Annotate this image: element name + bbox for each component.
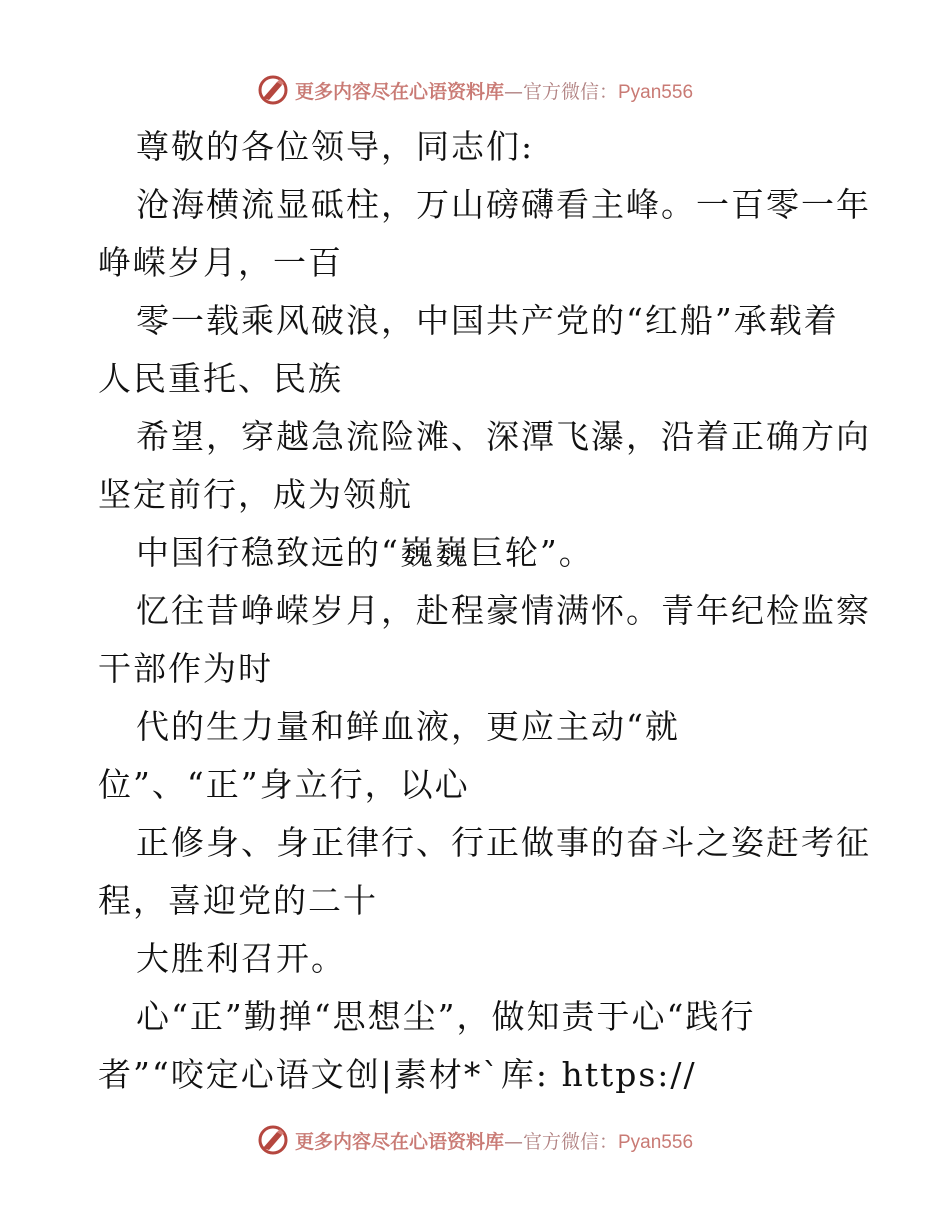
text-line: 人民重托、民族 [98, 359, 343, 398]
text-line: 忆往昔峥嵘岁月，赴程豪情满怀。青年纪检监察 [136, 591, 871, 630]
text-line: 坚定前行，成为领航 [98, 475, 413, 514]
text-line: 程，喜迎党的二十 [98, 881, 378, 920]
banner-wechat-id: Pyan556 [618, 81, 694, 103]
text-line: 零一载乘风破浪，中国共产党的“红船”承载着 [136, 301, 839, 340]
text-line: 希望，穿越急流险滩、深潭飞瀑，沿着正确方向 [136, 417, 871, 456]
banner-wechat-label: 官方微信： [522, 1130, 618, 1153]
banner-wechat-label: 官方微信： [522, 80, 618, 103]
footer-banner-inner [257, 1124, 693, 1156]
text-line: 心“正”勤掸“思想尘”，做知责于心“践行 [136, 997, 756, 1036]
text-line: 干部作为时 [98, 649, 273, 688]
banner-main-text: 更多内容尽在心语资料库 [294, 1130, 504, 1153]
text-line: 者”“咬定心语文创|素材*`库: https:// [98, 1055, 697, 1094]
banner-main-text: 更多内容尽在心语资料库 [294, 80, 504, 103]
text-line: 大胜利召开。 [136, 939, 346, 978]
pen-logo-icon [257, 74, 289, 106]
text-line: 代的生力量和鲜血液，更应主动“就 [136, 707, 680, 746]
text-line: 中国行稳致远的“巍巍巨轮”。 [136, 533, 594, 572]
banner-wechat-id: Pyan556 [618, 1131, 694, 1153]
text-line: 正修身、身正律行、行正做事的奋斗之姿赶考征 [136, 823, 871, 862]
header-banner [0, 70, 950, 110]
footer-banner [0, 1120, 950, 1160]
pen-logo-icon [257, 1124, 289, 1156]
document-body [98, 118, 871, 1104]
header-banner-inner [257, 74, 693, 106]
banner-dash: — [503, 80, 523, 103]
header-banner-text [295, 77, 693, 104]
text-line: 沧海横流显砥柱，万山磅礴看主峰。一百零一年 [136, 185, 871, 224]
text-line: 峥嵘岁月，一百 [98, 243, 343, 282]
text-line: 位”、“正”身立行，以心 [98, 765, 470, 804]
banner-dash: — [503, 1130, 523, 1153]
footer-banner-text [295, 1127, 693, 1154]
text-line: 尊敬的各位领导，同志们: [136, 127, 535, 166]
